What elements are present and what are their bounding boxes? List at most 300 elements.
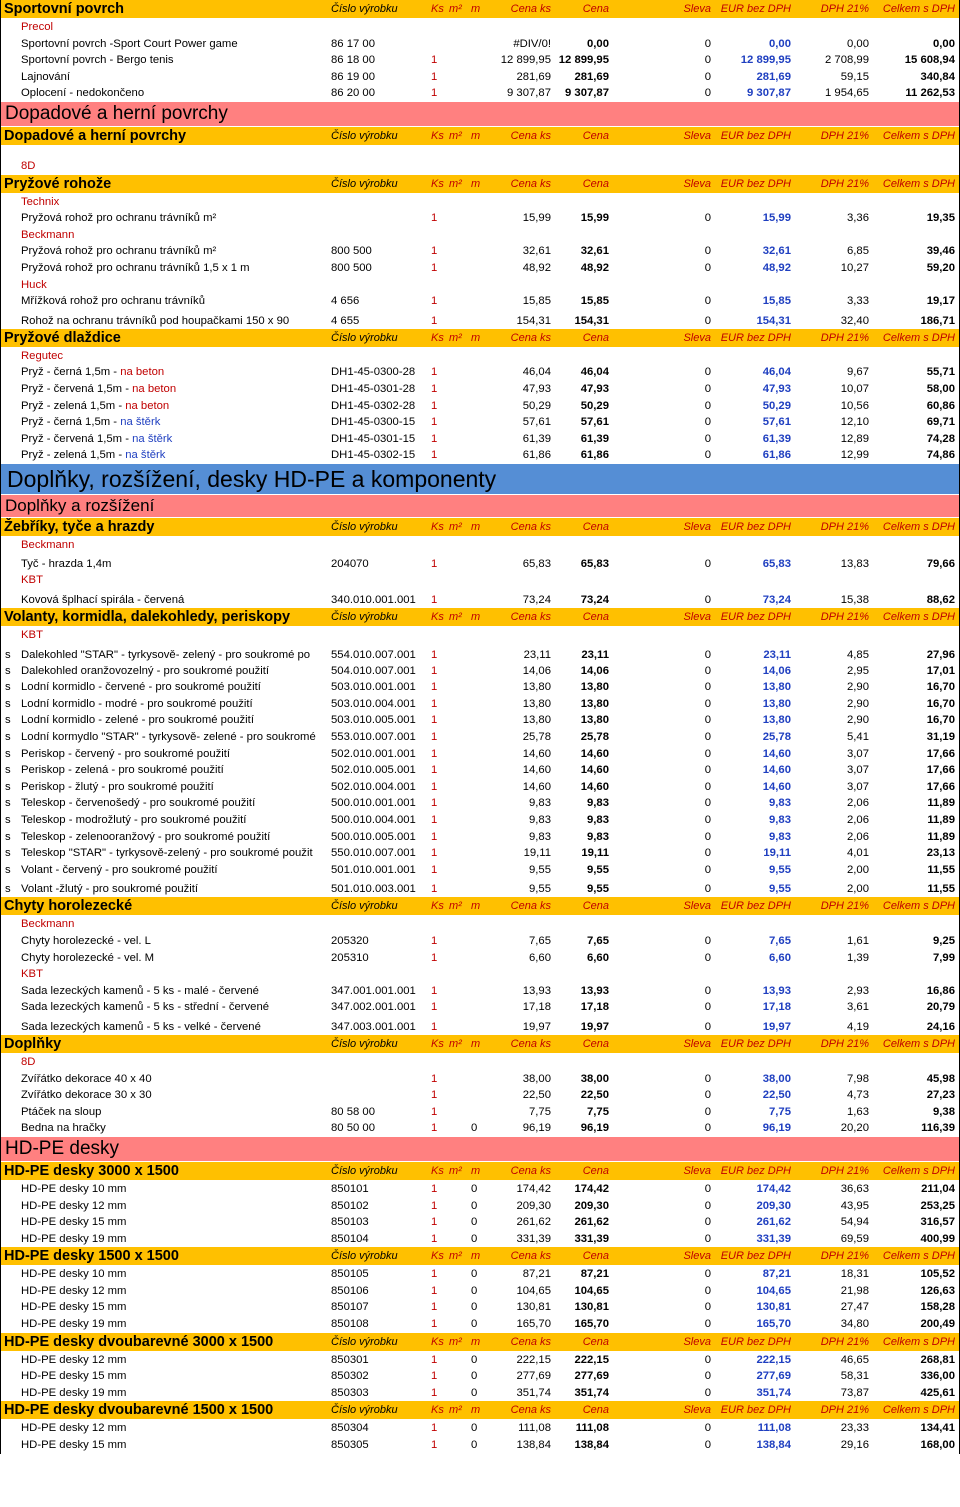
brand-row (1, 966, 959, 983)
total-with-vat: 16,70 (926, 714, 955, 727)
price-eur-without-vat: 277,69 (756, 1370, 791, 1383)
vat-amount: 3,33 (847, 295, 869, 308)
col-code: Číslo výrobku (331, 520, 398, 533)
total-with-vat: 59,20 (926, 261, 955, 274)
col-cena: Cena (582, 1250, 609, 1263)
vat-amount: 1,63 (847, 1105, 869, 1118)
product-name (21, 398, 331, 415)
vat-amount: 4,73 (847, 1089, 869, 1102)
table-row (1, 983, 959, 1000)
meters: 0 (471, 1232, 478, 1245)
price-eur-without-vat: 47,93 (762, 382, 791, 395)
price-eur-without-vat: 261,62 (756, 1216, 791, 1229)
section-header (1, 518, 959, 537)
vat-amount: 69,59 (840, 1232, 869, 1245)
section-title: Chyty horolezecké (4, 898, 133, 915)
col-eur: EUR bez DPH (720, 611, 791, 624)
unit-price: 13,93 (522, 984, 551, 997)
product-name-main: Pryž - zelená 1,5m - (21, 399, 126, 412)
product-name: Sportovní povrch -Sport Court Power game (21, 37, 238, 50)
discount: 0 (704, 1089, 711, 1102)
price-eur-without-vat: 138,84 (756, 1439, 791, 1452)
product-name: HD-PE desky 12 mm (21, 1353, 127, 1366)
col-celkem: Celkem s DPH (882, 1250, 955, 1263)
product-name: Sportovní povrch - Bergo tenis (21, 54, 174, 67)
total-with-vat: 9,38 (933, 1105, 955, 1118)
col-m: m (471, 611, 481, 624)
vat-amount: 4,85 (847, 648, 869, 661)
col-m: m (471, 331, 481, 344)
table-row (1, 1283, 959, 1300)
price: 14,60 (580, 747, 609, 760)
price-eur-without-vat: 111,08 (757, 1422, 791, 1435)
col-dph: DPH 21% (820, 177, 869, 190)
table-row (1, 210, 959, 227)
product-code: 850301 (331, 1353, 369, 1366)
brand-label: KBT (21, 629, 43, 642)
product-surface: na beton (120, 366, 165, 379)
discount: 0 (704, 1318, 711, 1331)
product-name (21, 447, 331, 464)
product-name: Tyč - hrazda 1,4m (21, 558, 112, 571)
quantity: 1 (431, 1318, 438, 1331)
price-eur-without-vat: 222,15 (756, 1353, 791, 1366)
table-row (1, 1181, 959, 1198)
product-name: Ptáček na sloup (21, 1105, 102, 1118)
brand-row (1, 194, 959, 211)
section-header (1, 127, 959, 146)
product-name: HD-PE desky 12 mm (21, 1199, 127, 1212)
discount: 0 (704, 814, 711, 826)
product-name: Sada lezeckých kamenů - 5 ks - střední - červené (21, 1001, 270, 1014)
vat-amount: 27,47 (840, 1301, 869, 1314)
vat-amount: 18,31 (840, 1268, 869, 1281)
total-with-vat: 60,86 (926, 399, 955, 412)
col-m2: m² (449, 611, 462, 624)
col-code: Číslo výrobku (331, 3, 398, 15)
price-eur-without-vat: 73,24 (762, 594, 791, 607)
col-dph: DPH 21% (820, 1335, 869, 1348)
table-row (1, 712, 959, 729)
vat-amount: 2,90 (847, 697, 869, 710)
price-eur-without-vat: 46,04 (762, 366, 791, 379)
price-eur-without-vat: 14,60 (762, 780, 791, 793)
product-name: Volant -žlutý - pro soukromé použití (21, 883, 199, 896)
product-name (21, 364, 331, 381)
col-ks: Ks (431, 900, 444, 913)
unit-price: 57,61 (522, 416, 551, 429)
price: 19,97 (580, 1020, 609, 1033)
col-cena: Cena (582, 129, 609, 142)
col-ks: Ks (431, 129, 444, 142)
brand-row (1, 227, 959, 244)
row-prefix: s (5, 780, 11, 793)
product-name: Lodní kormidlo - červené - pro soukromé použití (21, 681, 261, 694)
meters: 0 (471, 1353, 478, 1366)
col-celkem: Celkem s DPH (882, 611, 955, 624)
price-eur-without-vat: 14,06 (762, 664, 791, 677)
brand-label: KBT (21, 574, 43, 587)
brand-label: Technix (21, 195, 60, 208)
main-category-banner: Doplňky, rozšížení, desky HD-PE a komponenty (1, 464, 959, 495)
price: 209,30 (574, 1199, 609, 1212)
price: 32,61 (580, 245, 609, 258)
price: 6,60 (587, 951, 609, 964)
price: 9,55 (587, 863, 609, 876)
product-code: 86 19 00 (331, 70, 375, 83)
price: 50,29 (580, 399, 609, 412)
col-celkem: Celkem s DPH (882, 177, 955, 190)
unit-price: 351,74 (516, 1386, 551, 1399)
section-title: Pryžové dlaždice (4, 329, 121, 346)
vat-amount: 3,36 (847, 212, 869, 225)
brand-row (1, 916, 959, 933)
product-surface: na beton (132, 382, 177, 395)
discount: 0 (704, 681, 711, 694)
row-prefix: s (5, 863, 11, 876)
quantity: 1 (431, 432, 438, 445)
price: 138,84 (574, 1439, 609, 1452)
vat-amount: 2,06 (847, 797, 869, 810)
table-row (1, 1231, 959, 1248)
col-eur: EUR bez DPH (720, 1037, 791, 1050)
total-with-vat: 88,62 (926, 594, 955, 607)
meters: 0 (471, 1386, 478, 1399)
discount: 0 (704, 261, 711, 274)
unit-price: 104,65 (516, 1284, 551, 1297)
product-name: HD-PE desky 12 mm (21, 1422, 127, 1435)
col-cena-ks: Cena ks (510, 1335, 551, 1348)
meters: 0 (471, 1182, 478, 1195)
total-with-vat: 116,39 (921, 1122, 955, 1135)
price-eur-without-vat: 0,00 (769, 37, 791, 50)
total-with-vat: 16,70 (926, 681, 955, 694)
table-row (1, 746, 959, 763)
vat-amount: 46,65 (840, 1353, 869, 1366)
unit-price: 7,75 (529, 1105, 551, 1118)
table-row (1, 553, 959, 572)
total-with-vat: 425,61 (920, 1386, 955, 1399)
table-row (1, 243, 959, 260)
unit-price: 96,19 (522, 1122, 551, 1135)
price-eur-without-vat: 13,80 (762, 697, 791, 710)
table-row (1, 829, 959, 846)
table-row (1, 1198, 959, 1215)
meters: 0 (471, 1422, 478, 1435)
col-sleva: Sleva (683, 1037, 711, 1050)
product-code: 502.010.004.001 (331, 780, 416, 793)
price: 277,69 (574, 1370, 609, 1383)
price: 46,04 (580, 366, 609, 379)
vat-amount: 4,19 (847, 1020, 869, 1033)
product-surface: na beton (125, 399, 170, 412)
unit-price: 13,80 (522, 714, 551, 727)
product-name: Periskop - zelená - pro soukromé použití (21, 764, 224, 777)
table-row (1, 260, 959, 277)
product-code: 500.010.001.001 (331, 797, 416, 810)
price-eur-without-vat: 61,39 (762, 432, 791, 445)
category-banner: HD-PE desky (1, 1137, 959, 1162)
vat-amount: 43,95 (840, 1199, 869, 1212)
col-m: m (471, 1404, 481, 1417)
product-name: Mřížková rohož pro ochranu trávníků (21, 295, 205, 308)
vat-amount: 4,01 (847, 847, 869, 860)
table-row (1, 795, 959, 812)
col-celkem: Celkem s DPH (882, 3, 955, 15)
table-row (1, 447, 959, 464)
quantity: 1 (431, 1001, 438, 1014)
total-with-vat: 69,71 (926, 416, 955, 429)
product-name: Teleskop - modrožlutý - pro soukromé použití (21, 814, 247, 826)
brand-label: Beckmann (21, 538, 75, 551)
table-row (1, 679, 959, 696)
quantity: 1 (431, 558, 438, 571)
row-prefix: s (5, 747, 11, 760)
total-with-vat: 23,13 (926, 847, 955, 860)
unit-price: 32,61 (522, 245, 551, 258)
product-name: Teleskop - zelenooranžový - pro soukromé použití (21, 830, 271, 843)
discount: 0 (704, 714, 711, 727)
quantity: 1 (431, 449, 438, 462)
vat-amount: 32,40 (840, 314, 869, 327)
quantity: 1 (431, 747, 438, 760)
unit-price: 154,31 (516, 314, 551, 327)
product-name (21, 414, 331, 431)
quantity: 1 (431, 780, 438, 793)
col-code: Číslo výrobku (331, 1404, 398, 1417)
total-with-vat: 17,66 (926, 747, 955, 760)
row-prefix: s (5, 814, 11, 826)
price-eur-without-vat: 22,50 (762, 1089, 791, 1102)
total-with-vat: 126,63 (920, 1284, 955, 1297)
price: 65,83 (580, 558, 609, 571)
col-m2: m² (449, 1164, 462, 1177)
col-cena-ks: Cena ks (510, 1164, 551, 1177)
product-code: 850302 (331, 1370, 369, 1383)
vat-amount: 2,93 (847, 984, 869, 997)
meters: 0 (471, 1199, 478, 1212)
unit-price: 6,60 (529, 951, 551, 964)
price: 9 307,87 (565, 87, 609, 100)
table-row (1, 878, 959, 897)
product-code: 501.010.001.001 (331, 863, 416, 876)
section-header (1, 1333, 959, 1352)
discount: 0 (704, 934, 711, 947)
brand-label: Beckmann (21, 228, 75, 241)
col-cena: Cena (582, 1404, 609, 1417)
product-name: HD-PE desky 15 mm (21, 1439, 127, 1452)
discount: 0 (704, 1199, 711, 1212)
product-code: 4 655 (331, 314, 360, 327)
price: 47,93 (580, 382, 609, 395)
col-m2: m² (449, 1250, 462, 1263)
product-code: 86 20 00 (331, 87, 375, 100)
table-row (1, 696, 959, 713)
quantity: 1 (431, 1301, 438, 1314)
discount: 0 (704, 558, 711, 571)
col-celkem: Celkem s DPH (882, 1404, 955, 1417)
discount: 0 (704, 797, 711, 810)
total-with-vat: 74,28 (926, 432, 955, 445)
col-ks: Ks (431, 1037, 444, 1050)
price: 15,99 (580, 212, 609, 225)
col-eur: EUR bez DPH (720, 1404, 791, 1417)
table-row (1, 381, 959, 398)
unit-price: 15,85 (522, 295, 551, 308)
quantity: 1 (431, 382, 438, 395)
quantity: 1 (431, 1232, 438, 1245)
section-header (1, 329, 959, 348)
table-row (1, 1120, 959, 1137)
discount: 0 (704, 1353, 711, 1366)
product-name: Dalekohled "STAR" - tyrkysově- zelený - pro soukromé po (21, 648, 311, 661)
row-prefix: s (5, 697, 11, 710)
unit-price: 331,39 (516, 1232, 551, 1245)
vat-amount: 2,90 (847, 714, 869, 727)
table-row (1, 1299, 959, 1316)
table-row (1, 1437, 959, 1454)
price-eur-without-vat: 38,00 (762, 1072, 791, 1085)
col-celkem: Celkem s DPH (882, 331, 955, 344)
vat-amount: 3,07 (847, 780, 869, 793)
table-row (1, 1352, 959, 1369)
table-row (1, 1316, 959, 1333)
quantity: 1 (431, 416, 438, 429)
price: 7,65 (587, 934, 609, 947)
vat-amount: 54,94 (840, 1216, 869, 1229)
unit-price: 13,80 (522, 697, 551, 710)
quantity: 1 (431, 54, 438, 67)
price: 13,80 (580, 714, 609, 727)
price-eur-without-vat: 19,97 (762, 1020, 791, 1033)
product-code: 501.010.003.001 (331, 883, 416, 896)
total-with-vat: 27,96 (926, 648, 955, 661)
table-row (1, 431, 959, 448)
col-cena-ks: Cena ks (510, 900, 551, 913)
table-row (1, 1016, 959, 1035)
discount: 0 (704, 1439, 711, 1452)
unit-price: 15,99 (522, 212, 551, 225)
table-row (1, 310, 959, 329)
meters: 0 (471, 1122, 478, 1135)
total-with-vat: 9,25 (933, 934, 955, 947)
price-eur-without-vat: 57,61 (762, 416, 791, 429)
section-header (1, 897, 959, 916)
price-eur-without-vat: 9,83 (769, 814, 791, 826)
col-cena: Cena (582, 3, 609, 15)
price: 111,08 (575, 1422, 609, 1435)
quantity: 1 (431, 847, 438, 860)
meters: 0 (471, 1439, 478, 1452)
col-m2: m² (449, 1404, 462, 1417)
col-cena-ks: Cena ks (510, 611, 551, 624)
col-eur: EUR bez DPH (720, 177, 791, 190)
unit-price: 165,70 (516, 1318, 551, 1331)
section-title: Volanty, kormidla, dalekohledy, periskopy (4, 609, 291, 626)
vat-amount: 36,63 (840, 1182, 869, 1195)
product-code: 800 500 (331, 245, 372, 258)
discount: 0 (704, 37, 711, 50)
discount: 0 (704, 399, 711, 412)
product-code: 205320 (331, 934, 369, 947)
quantity: 1 (431, 366, 438, 379)
product-name-main: Pryž - červená 1,5m - (21, 432, 133, 445)
product-code: 347.003.001.001 (331, 1020, 416, 1033)
product-code: 204070 (331, 558, 369, 571)
total-with-vat: 105,52 (920, 1268, 955, 1281)
section-header (1, 0, 959, 19)
price-eur-without-vat: 32,61 (762, 245, 791, 258)
col-m2: m² (449, 520, 462, 533)
col-dph: DPH 21% (820, 1037, 869, 1050)
col-code: Číslo výrobku (331, 1335, 398, 1348)
product-code: 550.010.007.001 (331, 847, 416, 860)
table-row (1, 933, 959, 950)
product-surface: na štěrk (132, 432, 173, 445)
discount: 0 (704, 54, 711, 67)
product-code: 553.010.007.001 (331, 731, 416, 744)
unit-price: 281,69 (516, 70, 551, 83)
price-eur-without-vat: 96,19 (762, 1122, 791, 1135)
unit-price: 209,30 (516, 1199, 551, 1212)
row-prefix: s (5, 883, 11, 896)
unit-price: 9,83 (529, 797, 551, 810)
price: 61,39 (580, 432, 609, 445)
product-code: 554.010.007.001 (331, 648, 416, 661)
unit-price: 277,69 (516, 1370, 551, 1383)
price: 17,18 (580, 1001, 609, 1014)
product-code: 80 50 00 (331, 1122, 375, 1135)
section-header (1, 175, 959, 194)
quantity: 1 (431, 295, 438, 308)
vat-amount: 2 708,99 (825, 54, 869, 67)
price-eur-without-vat: 174,42 (756, 1182, 791, 1195)
price-eur-without-vat: 50,29 (762, 399, 791, 412)
col-m2: m² (449, 3, 462, 15)
price-eur-without-vat: 87,21 (762, 1268, 791, 1281)
price: 73,24 (580, 594, 609, 607)
price-eur-without-vat: 25,78 (762, 731, 791, 744)
col-celkem: Celkem s DPH (882, 129, 955, 142)
discount: 0 (704, 747, 711, 760)
table-row (1, 589, 959, 608)
unit-price: 50,29 (522, 399, 551, 412)
col-code: Číslo výrobku (331, 1164, 398, 1177)
quantity: 1 (431, 764, 438, 777)
discount: 0 (704, 1072, 711, 1085)
product-code: 502.010.001.001 (331, 747, 416, 760)
row-prefix: s (5, 847, 11, 860)
col-sleva: Sleva (683, 1335, 711, 1348)
section-header (1, 608, 959, 627)
meters: 0 (471, 1284, 478, 1297)
col-dph: DPH 21% (820, 1250, 869, 1263)
total-with-vat: 268,81 (920, 1353, 955, 1366)
row-prefix: s (5, 714, 11, 727)
col-dph: DPH 21% (820, 520, 869, 533)
product-code: 503.010.004.001 (331, 697, 416, 710)
vat-amount: 6,85 (847, 245, 869, 258)
table-row (1, 663, 959, 680)
col-sleva: Sleva (683, 129, 711, 142)
quantity: 1 (431, 883, 438, 896)
category-banner: Doplňky a rozšížení (1, 495, 959, 518)
product-name: HD-PE desky 10 mm (21, 1182, 127, 1195)
unit-price: 14,60 (522, 780, 551, 793)
price-eur-without-vat: 15,85 (762, 295, 791, 308)
product-name: Kovová šplhací spirála - červená (21, 594, 185, 607)
brand-label: Precol (21, 21, 54, 33)
